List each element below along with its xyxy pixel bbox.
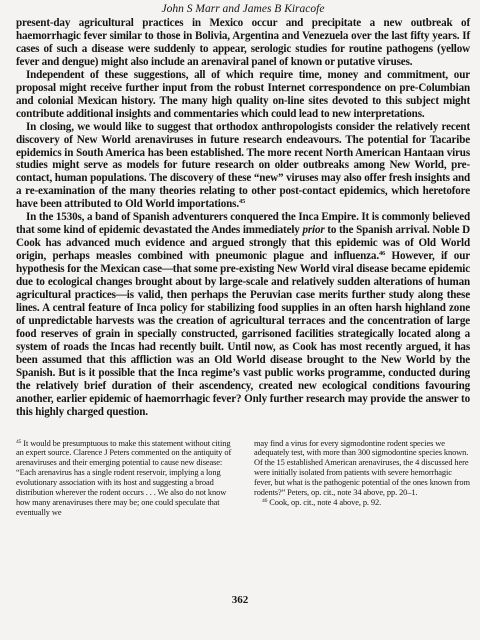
text-run: present-day agricultural practices in Mexico occur and precipitate a new outbreak of haemorrhagic fever similar to those in Bolivia, Argentina and Venezuela over the last fifty years. If cases of such a disease were suddenly to appear, serologic studies for routine pathogens (yellow fever and dengue) might also include an arenaviral panel of known or putative viruses. [16, 17, 470, 68]
text-run: In closing, we would like to suggest that orthodox anthropologists consider the relatively recent discovery of New World arenaviruses in future research endeavours. The potential for Tacaribe epidemics in South America has been established. The more recent North American Hantaan virus studies might serve as models for future research on older outbreaks among New World, pre-contact, human populations. The discovery of these “new” viruses may also offer fresh insights and a re-examination of the many theories relating to other post-contact epidemics, which heretofore have been attributed to Old World importations. [16, 120, 470, 211]
text-run: Independent of these suggestions, all of which require time, money and commitment, our proposal might receive further input from the robust Internet correspondence on pre-Columbian and colonial Mexican history. The many high quality on-line sites devoted to this subject might contribute additional insights and commentaries which could lead to new interpretations. [16, 68, 470, 120]
footnote-ref: 46 [378, 250, 386, 258]
text-run: In the 1530s, a band of Spanish adventurers conquered the Inca Empire. It is commonly believed that some kind of epidemic devastated the Andes immediately [16, 211, 470, 237]
footnote-ref: 45 [238, 198, 246, 206]
footnotes [16, 439, 470, 518]
footnote-text [16, 439, 232, 518]
footnote-text [254, 498, 470, 508]
footnote-ref: 45 [16, 438, 22, 445]
text-run: may find a virus for every sigmodontine rodent species we adequately test, with more than 300 sigmodontine species known. Of the 15 established American arenaviruses, the 4 discussed here were initially isolated from patients with severe hemorrhagic fever, but what is the pathogenic potential of the ones known from rodents?” Peters, op. cit., note 34 above, pp. 20–1. [254, 438, 470, 498]
footnote-ref: 46 [262, 497, 268, 504]
body-paragraph [16, 69, 470, 121]
text-run: However, if our hypothesis for the Mexican case—that some pre-existing New World viral disease became epidemic due to ecological changes brought about by large-scale and relatively sudden alterations of human agricultural practices—is valid, then perhaps the Peruvian case merits further study along these lines. A central feature of Inca policy for stabilizing food supplies in an often harsh highland zone of unpredictable harvests was the creation of agricultural terraces and the concentration of large food reserves of grain in specially constructed, garrisoned facilities strategically located along a system of roads the Incas had recently built. Until now, as Cook has most recently argued, it has been assumed that this affliction was an Old World disease brought to the New World by the Spanish. But is it possible that the Inca regime’s vast public works programme, conducted during the relatively brief duration of their ascendency, created new ecological conditions favouring another, earlier epidemic of haemorrhagic fever? Only further research may provide the answer to this highly charged question. [16, 250, 470, 418]
main-text [16, 17, 470, 419]
footnote-text [254, 439, 470, 498]
text-run: to the Spanish arrival. Noble D Cook has advanced much evidence and argued strongly that this epidemic was of Old World origin, perhaps measles combined with pneumonic plague and influenza. [16, 224, 470, 263]
text-run: Cook, op. cit., note 4 above, p. 92. [267, 497, 382, 507]
text-run: It would be presumptuous to make this statement without citing an expert source. Clarence J Peters commented on the antiquity of arenaviruses and their emerging potential to cause new disease: “Each arenavirus has a single rodent reservoir, implying a long evolutionary association with its host and suggesting a broad distribution wherever the rodent occurs . . . We also do not know how many arenaviruses there may be; one could speculate that eventually we [16, 438, 232, 517]
running-head: John S Marr and James B Kiracofe [161, 3, 325, 15]
body-paragraph [16, 121, 470, 212]
footnotes-left-column [16, 439, 232, 518]
emphasis-text: prior [302, 224, 325, 237]
page-number: 362 [231, 594, 249, 606]
footnotes-right-column [254, 439, 470, 518]
body-paragraph [16, 17, 470, 69]
body-paragraph [16, 211, 470, 418]
